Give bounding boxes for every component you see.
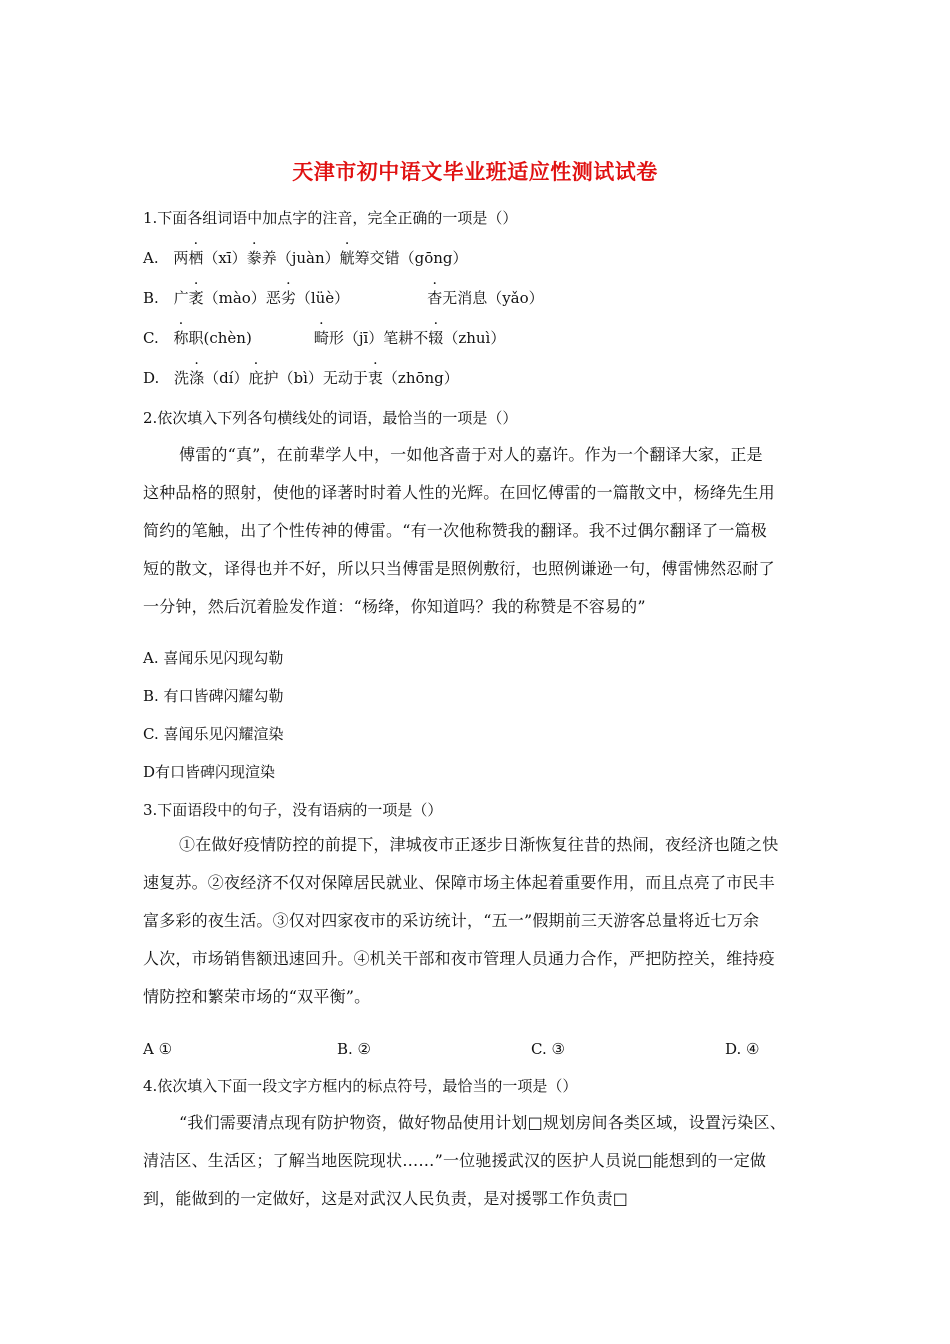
passage-line: 一分钟，然后沉着脸发作道：“杨绛，你知道吗？我的称赞是不容易的” [143, 597, 646, 616]
q3-option-b: B. ② [337, 1040, 372, 1058]
q3-option-a: A ① [143, 1040, 173, 1058]
q2-option-a: A. 喜闻乐见闪现勾勒 [143, 649, 284, 667]
q4-stem: 4.依次填入下面一段文字方框内的标点符号，最恰当的一项是（） [143, 1077, 578, 1095]
passage-line: 傅雷的“真”，在前辈学人中，一如他吝啬于对人的嘉许。作为一个翻译大家，正是 [179, 445, 763, 464]
q3-option-c: C. ③ [531, 1040, 565, 1058]
option-label: D. [143, 369, 160, 387]
dotted-char: 杳 [427, 289, 443, 307]
q2-option-d: D有口皆碑闪现渲染 [143, 763, 276, 781]
passage-line: ①在做好疫情防控的前提下，津城夜市正逐步日渐恢复往昔的热闹，夜经济也随之快 [179, 835, 779, 854]
option-label: C. [143, 329, 159, 347]
q1-option-a: A. 两栖（xī）豢养（juàn）觥筹交错（gōng） [143, 249, 468, 267]
q2-option-c: C. 喜闻乐见闪耀渲染 [143, 725, 284, 743]
q4-passage [143, 1104, 813, 1218]
dotted-char: 衷 [367, 369, 383, 387]
q2-stem: 2.依次填入下列各句横线处的词语，最恰当的一项是（） [143, 409, 518, 427]
dotted-char: 涤 [189, 369, 205, 387]
passage-line: 人次，市场销售额迅速回升。④机关干部和夜市管理人员通力合作，严把防控关，维持疫 [143, 949, 775, 968]
option-label: A. [143, 249, 159, 267]
q1-option-d: D. 洗涤（dí）庇护（bì）无动于衷（zhōng） [143, 369, 459, 387]
q3-option-d: D. ④ [725, 1040, 760, 1058]
dotted-char: 栖 [188, 249, 204, 267]
q1-stem: 1.下面各组词语中加点字的注音，完全正确的一项是（） [143, 209, 518, 227]
dotted-char: 觥 [339, 249, 355, 267]
passage-line: 清洁区、生活区；了解当地医院现状……”一位驰援武汉的医护人员说□能想到的一定做 [143, 1151, 767, 1170]
passage-line: 到，能做到的一定做好，这是对武汉人民负责，是对援鄂工作负责□ [143, 1189, 629, 1208]
dotted-char: 庇 [248, 369, 264, 387]
option-label: B. [143, 289, 159, 307]
dotted-char: 辍 [428, 329, 444, 347]
dotted-char: 称 [173, 329, 189, 347]
passage-line: 这种品格的照射，使他的译著时时着人性的光辉。在回忆傅雷的一篇散文中，杨绛先生用 [143, 483, 775, 502]
passage-line: 情防控和繁荣市场的“双平衡”。 [143, 987, 371, 1006]
passage-line: 简约的笔触，出了个性传神的傅雷。“有一次他称赞我的翻译。我不过偶尔翻译了一篇极 [143, 521, 767, 540]
page-title: 天津市初中语文毕业班适应性测试试卷 [292, 160, 658, 184]
q1-option-c: C. 称职(chèn) 畸形（jī）笔耕不辍（zhuì） [143, 329, 506, 347]
passage-line: “我们需要清点现有防护物资，做好物品使用计划□规划房间各类区域，设置污染区、 [179, 1113, 786, 1132]
dotted-char: 畸 [313, 329, 329, 347]
passage-line: 速复苏。②夜经济不仅对保障居民就业、保障市场主体起着重要作用，而且点亮了市民丰 [143, 873, 775, 892]
q3-stem: 3.下面语段中的句子，没有语病的一项是（） [143, 801, 443, 819]
q3-passage [143, 826, 813, 1016]
passage-line: 短的散文，译得也并不好，所以只当傅雷是照例敷衍，也照例谦逊一句，傅雷怫然忍耐了 [143, 559, 775, 578]
q2-passage [143, 436, 813, 626]
q1-option-b: B. 广袤（mào）恶劣（lüè） 杳无消息（yǎo） [143, 289, 544, 307]
dotted-char: 劣 [280, 289, 296, 307]
q2-option-b: B. 有口皆碑闪耀勾勒 [143, 687, 284, 705]
dotted-char: 袤 [188, 289, 204, 307]
dotted-char: 豢 [246, 249, 262, 267]
passage-line: 富多彩的夜生活。③仅对四家夜市的采访统计，“五一”假期前三天游客总量将近七万余 [143, 911, 760, 930]
